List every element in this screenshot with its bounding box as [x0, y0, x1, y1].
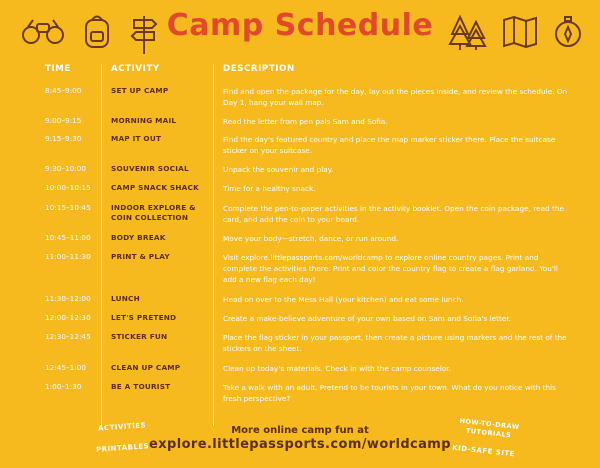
row-time: 8:45–9:00 [45, 86, 82, 95]
row-activity: PRINT & PLAY [111, 252, 170, 261]
row-activity: STICKER FUN [111, 332, 168, 341]
column-header-time: TIME [45, 64, 71, 74]
footer-url-link[interactable]: explore.littlepassports.com/worldcamp [149, 437, 451, 452]
row-time: 10:45–11:00 [45, 233, 91, 242]
row-description: Head on over to the Mess Hall (your kitchen) and eat some lunch. [223, 295, 464, 304]
row-time: 9:30–10:00 [45, 164, 87, 173]
row-description: Time for a healthy snack. [223, 184, 316, 193]
footer-promo-text: More online camp fun at [231, 425, 369, 436]
row-time: 12:30–12:45 [45, 332, 91, 341]
footer-printables-label: PRINTABLES [95, 442, 150, 454]
row-description: Unpack the souvenir and play. [223, 165, 334, 174]
row-description: Place the flag sticker in your passport, then create a picture using markers and the rest of the stickers on the sheet. [223, 333, 567, 353]
row-activity: CLEAN UP CAMP [111, 363, 181, 372]
row-description: Complete the pen-to-paper activities in the activity booklet. Open the coin package, read the card, and add the coin to your board. [223, 204, 565, 224]
row-time: 10:15–10:45 [45, 203, 91, 212]
row-time: 1:00–1:30 [45, 382, 82, 391]
row-activity: LUNCH [111, 294, 140, 303]
row-activity: BE A TOURIST [111, 382, 171, 391]
row-description: Find the day's featured country and place the map marker sticker there. Place the suitcase sticker on your suitcase. [223, 135, 556, 155]
row-activity: SET UP CAMP [111, 86, 169, 95]
row-activity: SOUVENIR SOCIAL [111, 164, 189, 173]
row-time: 11:00–11:30 [45, 252, 91, 261]
row-description: Take a walk with an adult. Pretend to be tourists in your town. What do you notice with this fresh perspective? [223, 383, 556, 403]
row-time: 10:00–10:15 [45, 183, 91, 192]
row-description: Create a make-believe adventure of your own based on Sam and Sofia's letter. [223, 314, 511, 323]
row-activity: LET'S PRETEND [111, 313, 177, 322]
row-description: Read the letter from pen pals Sam and Sofia. [223, 117, 388, 126]
row-time: 9:00–9:15 [45, 116, 82, 125]
row-time: 12:45–1:00 [45, 363, 87, 372]
row-description: Find and open the package for the day, lay out the pieces inside, and review the schedule. On Day 1, hang your wall map. [223, 87, 568, 107]
row-time: 9:15–9:30 [45, 134, 82, 143]
footer-activities-label: ACTIVITIES [97, 421, 147, 433]
row-description: Visit explore.littlepassports.com/worldcamp to explore online country pages. Print and complete the activities there. Print and color the country flag to create a flag garland. You'll add a new flag each day! [223, 253, 558, 284]
row-activity: INDOOR EXPLORE & COIN COLLECTION [111, 203, 196, 222]
column-header-activity: ACTIVITY [111, 64, 160, 74]
row-time: 12:00–12:30 [45, 313, 91, 322]
row-activity: MAP IT OUT [111, 134, 162, 143]
row-description: Clean up today's materials. Check in with the camp counselor. [223, 364, 451, 373]
row-activity: BODY BREAK [111, 233, 166, 242]
row-activity: CAMP SNACK SHACK [111, 183, 199, 192]
footer-tutorials-label: HOW-TO-DRAW TUTORIALS [459, 416, 520, 440]
page-title: Camp Schedule [166, 8, 434, 43]
row-description: Move your body—stretch, dance, or run around. [223, 234, 399, 243]
footer-kidsafe-label: KID-SAFE SITE [451, 443, 516, 459]
row-time: 11:30–12:00 [45, 294, 91, 303]
row-activity: MORNING MAIL [111, 116, 177, 125]
column-header-description: DESCRIPTION [223, 64, 295, 74]
